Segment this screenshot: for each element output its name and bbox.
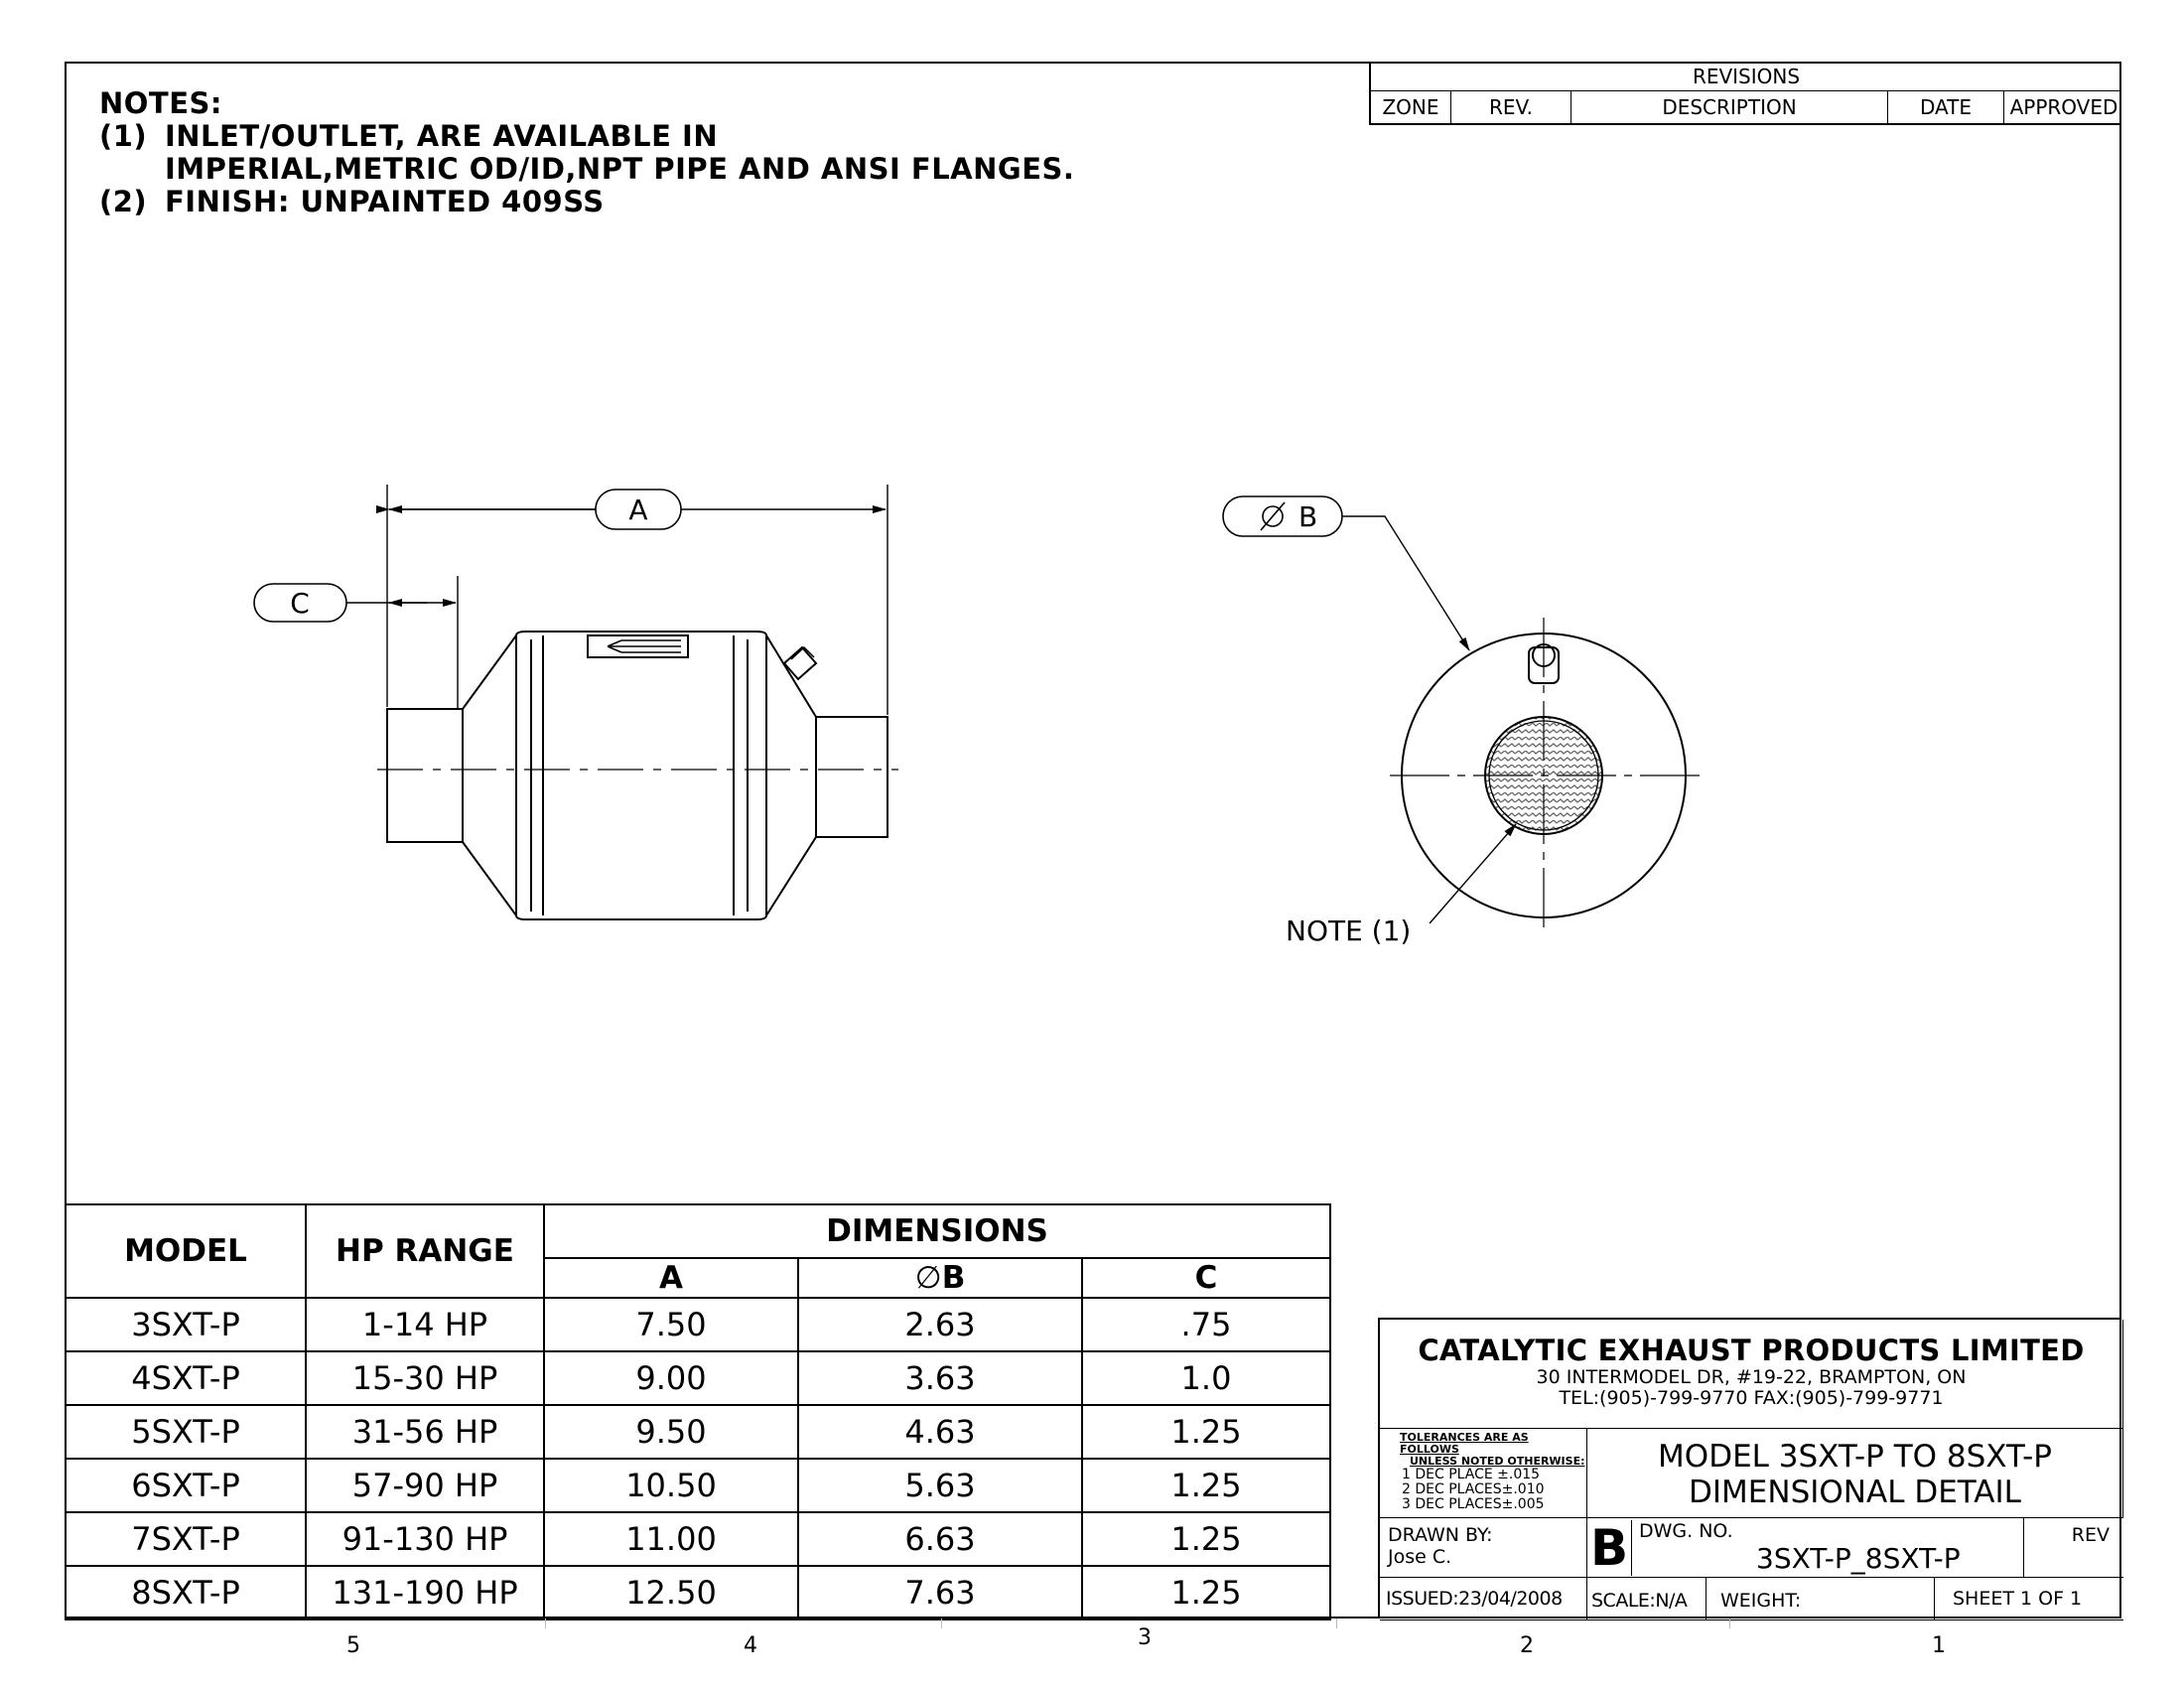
zone-3: 3 <box>1138 1625 1152 1650</box>
revisions-col-description: DESCRIPTION <box>1571 91 1888 123</box>
cell-c: 1.25 <box>1082 1459 1330 1512</box>
table-row <box>66 1405 1330 1459</box>
zone-1: 1 <box>1932 1633 1946 1658</box>
note-1-number: (1) <box>99 119 148 153</box>
revisions-title: REVISIONS <box>1371 62 2121 91</box>
cell-b: 4.63 <box>798 1405 1082 1459</box>
revisions-col-rev: REV. <box>1451 91 1571 123</box>
cell-model: 4SXT-P <box>66 1351 306 1405</box>
cell-c: 1.0 <box>1082 1351 1330 1405</box>
revisions-col-approved: APPROVED <box>2009 95 2118 119</box>
header-a: A <box>544 1258 798 1298</box>
end-view <box>1223 496 1704 933</box>
header-c: C <box>1082 1258 1330 1298</box>
dwg-no-value: 3SXT-P_8SXT-P <box>1756 1542 1961 1575</box>
scale-box <box>1587 1578 1706 1620</box>
company-name: CATALYTIC EXHAUST PRODUCTS LIMITED <box>1418 1334 2085 1367</box>
tolerance-2: 2 DEC PLACES±.010 <box>1402 1481 1545 1497</box>
cell-hp: 31-56 HP <box>306 1405 544 1459</box>
issued-date: ISSUED:23/04/2008 <box>1386 1588 1563 1610</box>
flow-arrow-icon <box>608 640 681 652</box>
weight-box <box>1706 1578 1935 1620</box>
rev-box <box>2024 1518 2123 1578</box>
zone-5: 5 <box>346 1633 360 1658</box>
sheet-number: SHEET 1 OF 1 <box>1953 1588 2083 1610</box>
tolerances-box <box>1380 1429 1587 1518</box>
inlet-pipe <box>387 709 463 842</box>
dwg-no-label: DWG. NO. <box>1639 1520 1733 1542</box>
side-view <box>254 485 898 919</box>
drawn-by-label: DRAWN BY: <box>1388 1524 1493 1546</box>
cell-b: 3.63 <box>798 1351 1082 1405</box>
zone-tick-3 <box>1336 1618 1337 1628</box>
inlet-cone-bottom <box>463 842 516 915</box>
cell-a: 11.00 <box>544 1512 798 1566</box>
dim-c-label: C <box>290 587 310 620</box>
zone-2: 2 <box>1520 1633 1534 1658</box>
note-1-line-2: IMPERIAL,METRIC OD/ID,NPT PIPE AND ANSI FLANGES. <box>165 152 1075 186</box>
tolerances-heading-1: TOLERANCES ARE AS FOLLOWS <box>1400 1431 1529 1456</box>
header-b <box>798 1258 1082 1298</box>
issued-box <box>1380 1578 1587 1620</box>
dimensions-table <box>65 1203 1331 1620</box>
cell-hp: 57-90 HP <box>306 1459 544 1512</box>
cell-a: 9.50 <box>544 1405 798 1459</box>
weight-label: WEIGHT: <box>1720 1590 1802 1612</box>
drawing-title-box <box>1587 1429 2123 1518</box>
header-model: MODEL <box>66 1204 306 1298</box>
header-dimensions: DIMENSIONS <box>544 1204 1330 1258</box>
diameter-icon: ∅ <box>914 1260 942 1296</box>
cell-hp: 91-130 HP <box>306 1512 544 1566</box>
sheet-box <box>1935 1578 2123 1620</box>
cell-b: 6.63 <box>798 1512 1082 1566</box>
cell-c: 1.25 <box>1082 1405 1330 1459</box>
header-b-label: B <box>941 1260 966 1296</box>
cell-model: 8SXT-P <box>66 1566 306 1619</box>
dim-b-label: B <box>1298 500 1318 533</box>
rev-label: REV <box>2071 1524 2110 1546</box>
cell-a: 10.50 <box>544 1459 798 1512</box>
outlet-cone-bottom <box>766 837 816 915</box>
header-hp-range: HP RANGE <box>306 1204 544 1298</box>
cell-a: 9.00 <box>544 1351 798 1405</box>
table-row <box>66 1459 1330 1512</box>
cell-model: 6SXT-P <box>66 1459 306 1512</box>
table-row <box>66 1512 1330 1566</box>
title-block <box>1378 1318 2121 1618</box>
zone-tick-4 <box>1729 1618 1730 1628</box>
converter-body <box>516 632 766 919</box>
drawing-title-line-2: DIMENSIONAL DETAIL <box>1689 1475 2021 1510</box>
cell-a: 7.50 <box>544 1298 798 1351</box>
dim-a-label: A <box>628 493 648 526</box>
note-callout-label: NOTE (1) <box>1286 914 1412 947</box>
cell-b: 7.63 <box>798 1566 1082 1619</box>
drawn-by-name: Jose C. <box>1388 1546 1452 1568</box>
cell-hp: 1-14 HP <box>306 1298 544 1351</box>
cell-hp: 15-30 HP <box>306 1351 544 1405</box>
revisions-col-zone: ZONE <box>1371 91 1451 123</box>
cell-model: 3SXT-P <box>66 1298 306 1351</box>
cell-a: 12.50 <box>544 1566 798 1619</box>
zone-tick-1 <box>545 1618 546 1628</box>
cell-b: 2.63 <box>798 1298 1082 1351</box>
cell-hp: 131-190 HP <box>306 1566 544 1619</box>
zone-tick-2 <box>941 1618 942 1628</box>
cell-b: 5.63 <box>798 1459 1082 1512</box>
tolerances-heading-2: UNLESS NOTED OTHERWISE: <box>1410 1455 1585 1468</box>
note-2-text: FINISH: UNPAINTED 409SS <box>165 185 605 218</box>
tolerance-1: 1 DEC PLACE ±.015 <box>1402 1467 1541 1482</box>
company-phone: TEL:(905)-799-9770 FAX:(905)-799-9771 <box>1559 1387 1944 1409</box>
cell-model: 7SXT-P <box>66 1512 306 1566</box>
scale-value: SCALE:N/A <box>1591 1590 1688 1612</box>
cell-c: 1.25 <box>1082 1566 1330 1619</box>
cell-c: 1.25 <box>1082 1512 1330 1566</box>
tolerance-3: 3 DEC PLACES±.005 <box>1402 1496 1545 1512</box>
table-row <box>66 1566 1330 1619</box>
note-1-line-1: INLET/OUTLET, ARE AVAILABLE IN <box>165 119 719 153</box>
outlet-pipe <box>816 717 887 837</box>
outlet-cone-top <box>766 635 816 717</box>
note-2-number: (2) <box>99 185 148 218</box>
zone-4: 4 <box>744 1633 757 1658</box>
notes-heading: NOTES: <box>99 86 222 120</box>
drawn-by-box <box>1380 1518 1587 1578</box>
cell-model: 5SXT-P <box>66 1405 306 1459</box>
dimensions-table-body <box>66 1298 1330 1619</box>
inlet-cone-top <box>463 635 516 709</box>
company-box <box>1380 1320 2123 1429</box>
company-address: 30 INTERMODEL DR, #19-22, BRAMPTON, ON <box>1536 1366 1967 1388</box>
sheet-size: B <box>1587 1520 1632 1576</box>
cell-c: .75 <box>1082 1298 1330 1351</box>
dwg-no-box <box>1587 1518 2024 1578</box>
revisions-col-date: DATE <box>1888 91 2004 123</box>
table-row <box>66 1351 1330 1405</box>
table-row <box>66 1298 1330 1351</box>
drawing-title-line-1: MODEL 3SXT-P TO 8SXT-P <box>1658 1439 2052 1475</box>
